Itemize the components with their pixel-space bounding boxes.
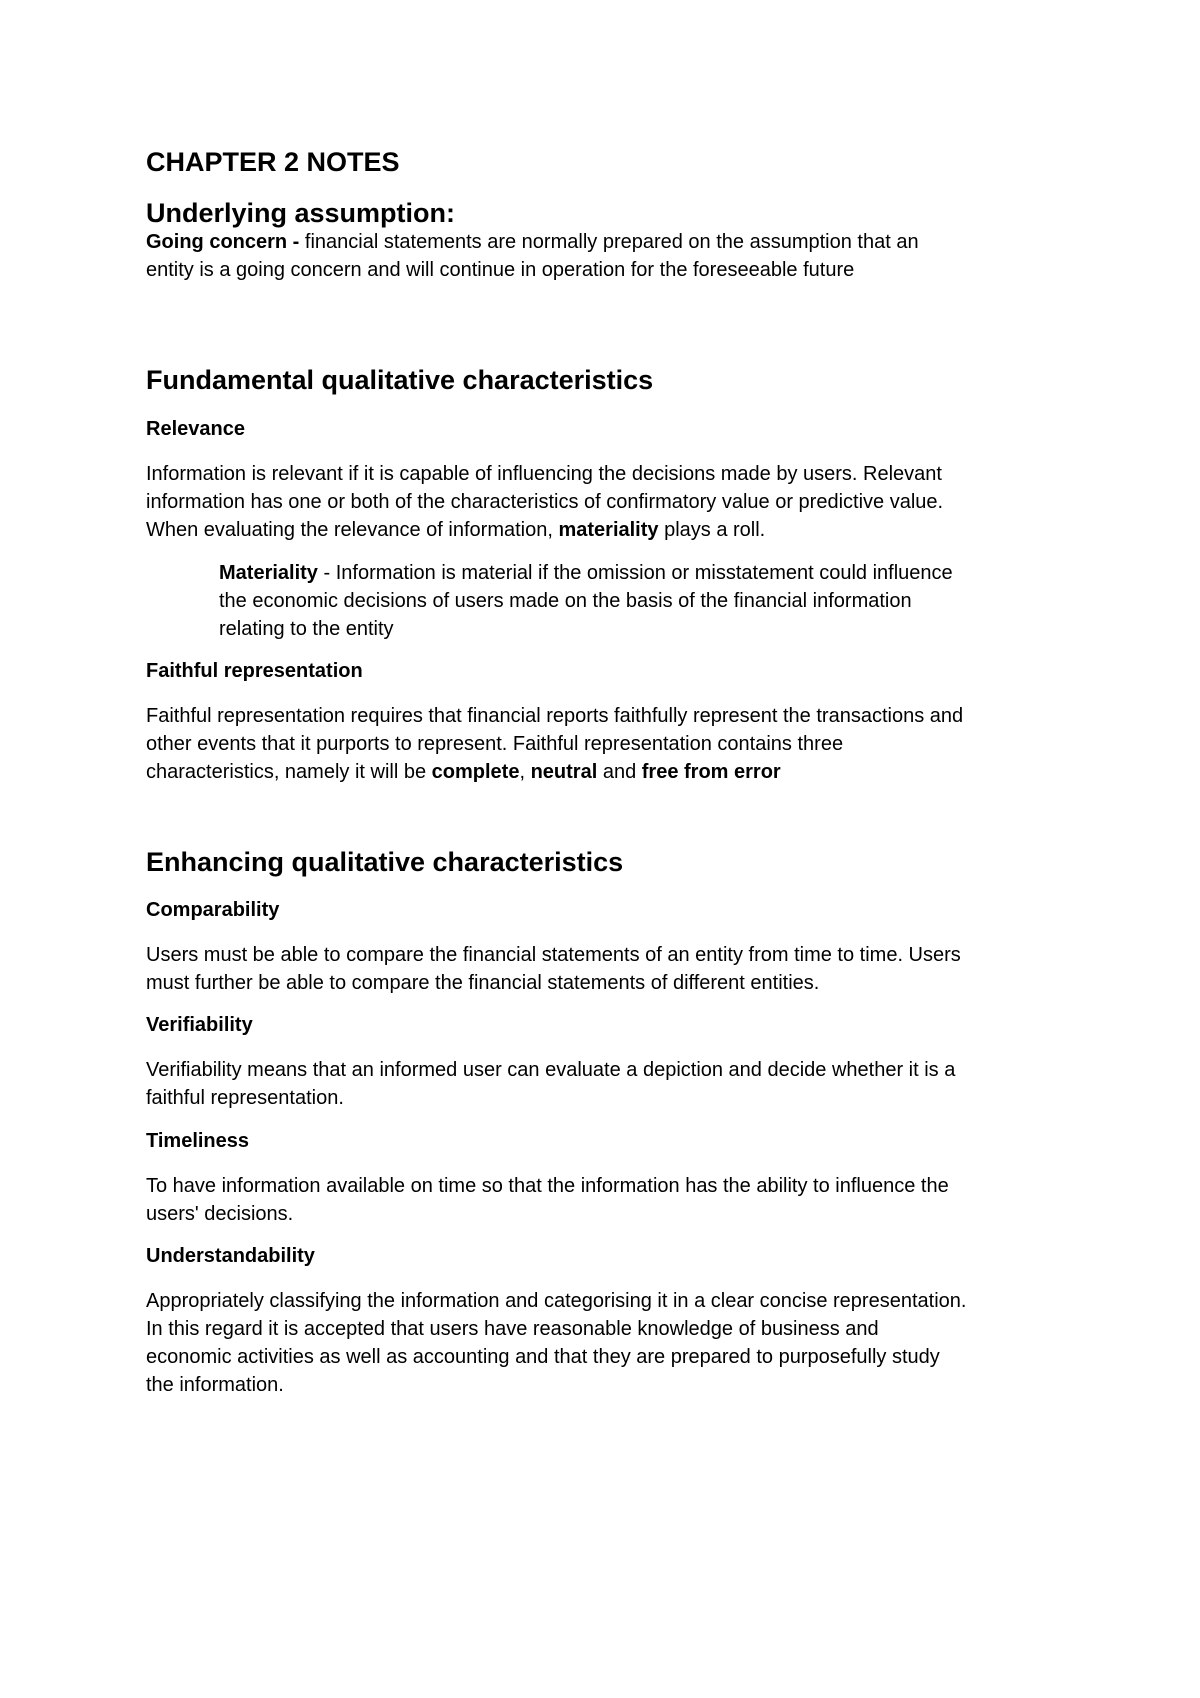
free-from-error-term: free from error — [641, 761, 781, 783]
neutral-term: neutral — [530, 761, 598, 783]
timeliness-line1: To have information available on time so that the information has the ability to influence the — [146, 1175, 949, 1197]
underlying-assumption-heading: Underlying assumption: — [146, 198, 456, 228]
timeliness-heading: Timeliness — [146, 1130, 250, 1152]
materiality-inline-term: materiality — [558, 519, 659, 541]
relevance-line1: Information is relevant if it is capable of influencing the decisions made by users. Relevant — [146, 463, 942, 485]
verifiability-line1: Verifiability means that an informed user can evaluate a depiction and decide whether it is a — [146, 1059, 956, 1081]
materiality-paragraph — [219, 559, 1066, 643]
faithful-representation-heading: Faithful representation — [146, 660, 363, 682]
understandability-line3: economic activities as well as accounting and that they are prepared to purposefully study — [146, 1346, 940, 1368]
understandability-line2: In this regard it is accepted that users have reasonable knowledge of business and — [146, 1318, 879, 1340]
materiality-line2: the economic decisions of users made on the basis of the financial information — [219, 590, 912, 612]
timeliness-paragraph — [146, 1172, 1066, 1228]
enhancing-heading: Enhancing qualitative characteristics — [146, 847, 624, 877]
faithful-line1: Faithful representation requires that financial reports faithfully represent the transactions and — [146, 705, 964, 727]
understandability-paragraph — [146, 1287, 1066, 1399]
fundamental-heading: Fundamental qualitative characteristics — [146, 365, 654, 395]
materiality-line1: - Information is material if the omission or misstatement could influence — [317, 562, 953, 584]
comparability-line1: Users must be able to compare the financial statements of an entity from time to time. Users — [146, 944, 961, 966]
materiality-term: Materiality — [219, 562, 318, 584]
comparability-heading: Comparability — [146, 899, 280, 921]
comparability-paragraph — [146, 941, 1066, 997]
going-concern-term: Going concern - — [146, 231, 300, 253]
going-concern-text-line2: entity is a going concern and will continue in operation for the foreseeable future — [146, 259, 855, 281]
document-title: CHAPTER 2 NOTES — [146, 147, 400, 177]
materiality-line3: relating to the entity — [219, 618, 394, 640]
complete-term: complete — [431, 761, 520, 783]
timeliness-line2: users' decisions. — [146, 1203, 294, 1225]
relevance-line3-after: plays a roll. — [658, 519, 766, 541]
going-concern-text-line1: financial statements are normally prepared on the assumption that an — [304, 231, 919, 253]
relevance-heading: Relevance — [146, 418, 245, 440]
verifiability-heading: Verifiability — [146, 1014, 253, 1036]
understandability-line4: the information. — [146, 1374, 284, 1396]
relevance-paragraph — [146, 460, 1066, 544]
faithful-representation-paragraph — [146, 702, 1066, 786]
going-concern-paragraph — [146, 228, 1066, 284]
verifiability-line2: faithful representation. — [146, 1087, 344, 1109]
understandability-heading: Understandability — [146, 1245, 315, 1267]
faithful-line3-before: characteristics, namely it will be — [146, 761, 432, 783]
faithful-sep2: and — [597, 761, 642, 783]
verifiability-paragraph — [146, 1056, 1066, 1112]
understandability-line1: Appropriately classifying the information and categorising it in a clear concise representation. — [146, 1290, 967, 1312]
faithful-sep1: , — [519, 761, 531, 783]
relevance-line2: information has one or both of the characteristics of confirmatory value or predictive value. — [146, 491, 944, 513]
faithful-line2: other events that it purports to represent. Faithful representation contains three — [146, 733, 844, 755]
comparability-line2: must further be able to compare the financial statements of different entities. — [146, 972, 820, 994]
relevance-line3-before: When evaluating the relevance of information, — [146, 519, 559, 541]
